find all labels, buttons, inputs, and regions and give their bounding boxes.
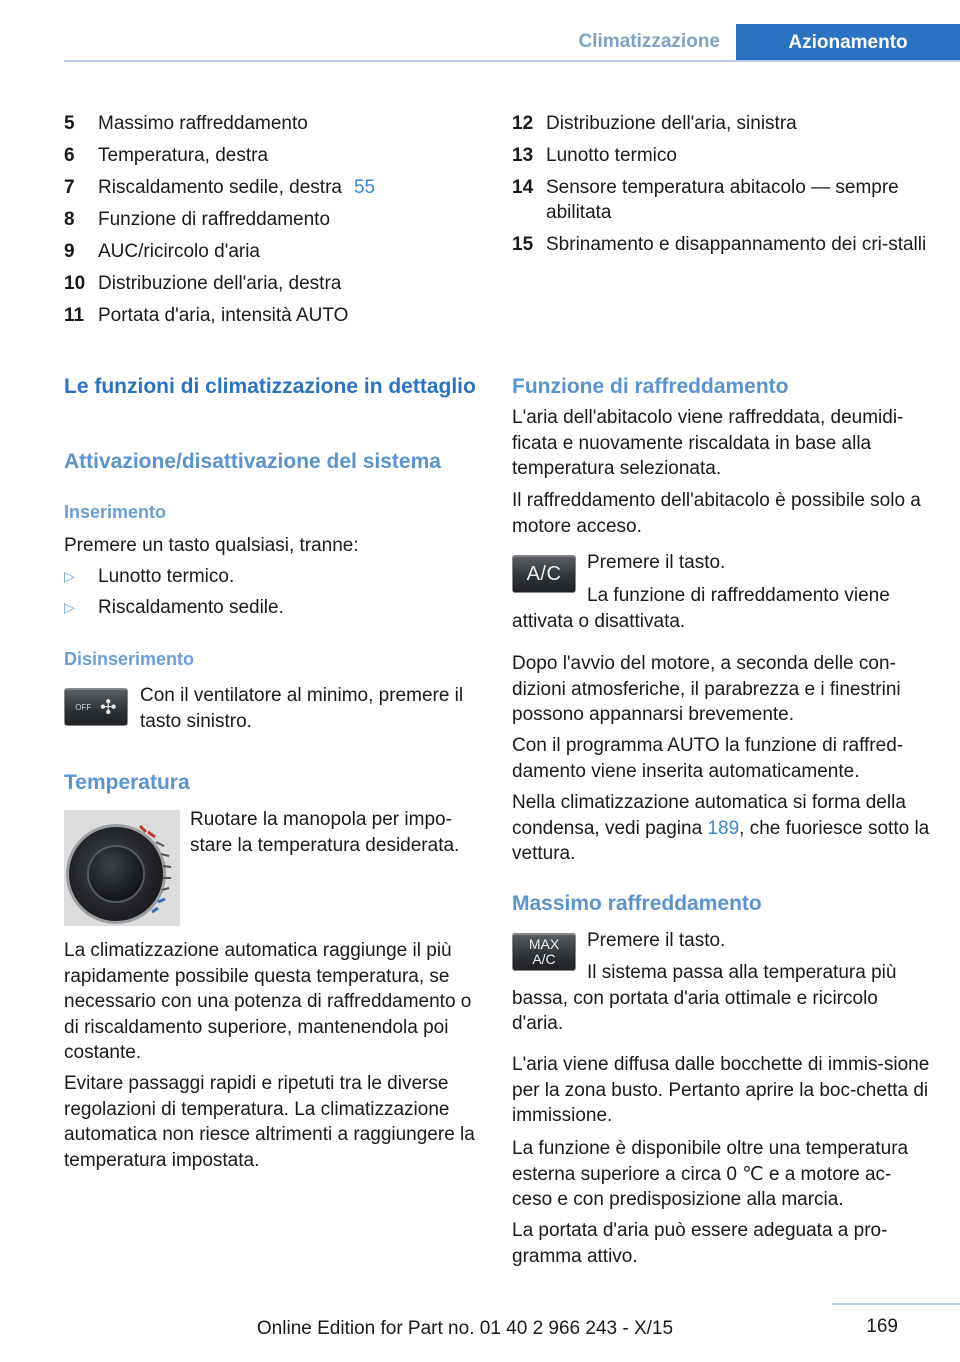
max-paragraph-3: La portata d'aria può essere adeguata a pro-gramma attivo. (512, 1220, 888, 1267)
page-number: 169 (866, 1316, 898, 1337)
legend-list-left (64, 111, 484, 335)
main-heading: Le funzioni di climatizzazione in dettaglio (64, 375, 476, 398)
legend-item: 7 Riscaldamento sedile, destra 55 (64, 177, 376, 198)
page-header (64, 24, 960, 62)
legend-item: 6 Temperatura, destra (64, 145, 269, 166)
legend-item: 11 Portata d'aria, intensità AUTO (64, 305, 349, 326)
page-reference-link[interactable]: 55 (353, 177, 376, 198)
legend-item: 14 Sensore temperatura abitacolo — sempre abilitata (512, 177, 899, 223)
list-item: ▷ Lunotto termico. (64, 566, 235, 587)
ac-press-text: Premere il tasto. (587, 552, 726, 573)
legend-item: 5 Massimo raffreddamento (64, 113, 308, 134)
max-ac-button-image: MAX A/C (512, 933, 576, 971)
legend-item: 13 Lunotto termico (512, 145, 677, 166)
on-heading: Inserimento (64, 502, 167, 522)
cooling-heading: Funzione di raffreddamento (512, 375, 789, 398)
fan-off-button-image (64, 688, 128, 726)
fan-icon: ✣ (99, 696, 117, 719)
temperature-paragraph-1: La climatizzazione automatica raggiunge il più rapidamente possibile questa temperatura, se necessario con una potenza di raffreddamento o di riscaldamento superiore, mantenendola poi costante. (64, 940, 472, 1063)
cooling-paragraph-2: Il raffreddamento dell'abitacolo è possibile solo a motore acceso. (512, 490, 921, 537)
legend-item: 8 Funzione di raffreddamento (64, 209, 331, 230)
max-paragraph-2: La funzione è disponibile oltre una temperatura esterna superiore a circa 0 ℃ e a motore ac-ceso e con predisposizione alla marcia. (512, 1138, 909, 1210)
chapter-tab: Azionamento (736, 24, 960, 62)
triangle-bullet-icon: ▷ (64, 568, 75, 584)
footer-rule (832, 1303, 960, 1305)
edition-footer: Online Edition for Part no. 01 40 2 966 243 - X/15 (256, 1318, 674, 1339)
list-item: ▷ Riscaldamento sedile. (64, 597, 284, 618)
legend-list-right (512, 111, 930, 264)
cooling-paragraph-3: Dopo l'avvio del motore, a seconda delle con-dizioni atmosferiche, il parabrezza e i finestrini possono appannarsi brevemente. (512, 653, 901, 725)
legend-item: 10 Distribuzione dell'aria, destra (64, 273, 342, 294)
page-189-link[interactable]: 189 (707, 817, 740, 839)
off-text: Con il ventilatore al minimo, premere il tasto sinistro. (140, 685, 464, 732)
max-paragraph-1: L'aria viene diffusa dalle bocchette di immis-sione per la zona busto. Pertanto aprire la boc-chetta di immissione. (512, 1054, 930, 1126)
legend-item: 12 Distribuzione dell'aria, sinistra (512, 113, 797, 134)
max-result-text: Il sistema passa alla temperatura più bassa, con portata d'aria ottimale e ricircolo d'aria. (512, 962, 897, 1034)
temperature-instruction: Ruotare la manopola per impo-stare la temperatura desiderata. (190, 809, 460, 856)
header-rule (64, 60, 960, 62)
max-cooling-heading: Massimo raffreddamento (512, 892, 762, 915)
legend-item: 9 AUC/ricircolo d'aria (64, 241, 261, 262)
cooling-paragraph-4: Con il programma AUTO la funzione di raffred-damento viene inserita automaticamente. (512, 735, 904, 782)
section-tab: Climatizzazione (578, 31, 720, 52)
knob-scale-icon (136, 820, 176, 920)
onoff-heading: Attivazione/disattivazione del sistema (64, 450, 441, 473)
cooling-paragraph-1: L'aria dell'abitacolo viene raffreddata, deumidi-ficata e nuovamente riscaldata in base alla temperatura selezionata. (512, 407, 904, 479)
on-exceptions-list (64, 564, 484, 626)
ac-result-text: La funzione di raffreddamento viene attivata o disattivata. (512, 585, 890, 632)
temperature-knob-image (64, 810, 180, 926)
off-heading: Disinserimento (64, 649, 195, 669)
temperature-heading: Temperatura (64, 771, 190, 794)
legend-item: 15 Sbrinamento e disappannamento dei cri-stalli (512, 234, 927, 255)
ac-button-image: A/C (512, 555, 576, 593)
off-label: OFF (75, 702, 92, 712)
temperature-paragraph-2: Evitare passaggi rapidi e ripetuti tra le diverse regolazioni di temperatura. La climatizzazione automatica non riesce altrimenti a raggiungere la temperatura impostata. (64, 1073, 475, 1171)
on-text: Premere un tasto qualsiasi, tranne: (64, 535, 359, 556)
max-press-text: Premere il tasto. (587, 930, 726, 951)
triangle-bullet-icon: ▷ (64, 599, 75, 615)
cooling-paragraph-5: Nella climatizzazione automatica si forma della condensa, vedi pagina 189, che fuoriesce sotto la vettura. (512, 792, 930, 864)
